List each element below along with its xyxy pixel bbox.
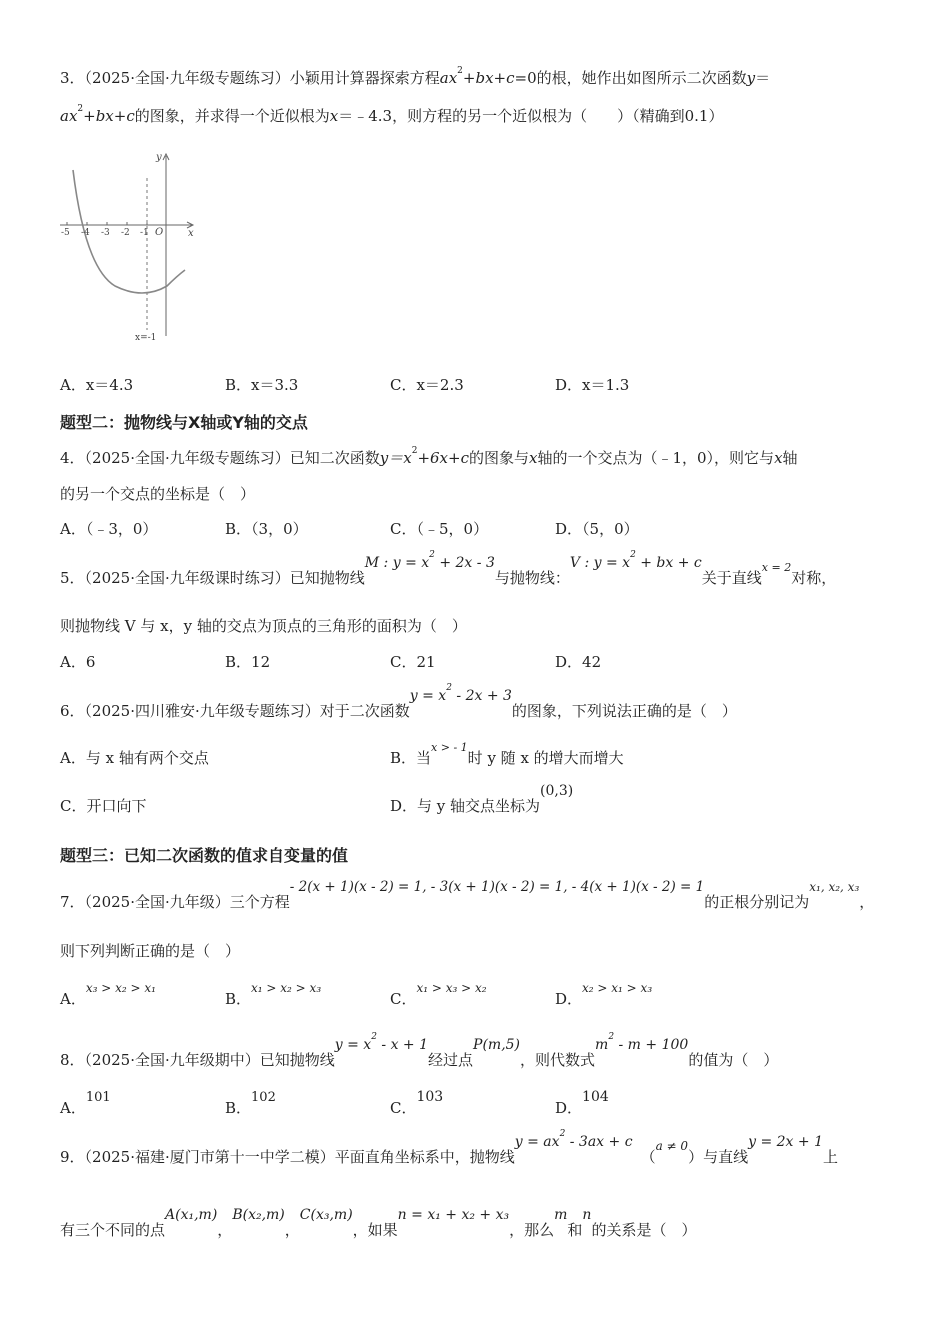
graph-origin-label: O [155,227,164,238]
tick-label: -5 [61,228,70,238]
q4-option-d[interactable]: D．（5，0） [555,520,639,538]
q5-option-c[interactable]: C．21 [390,653,436,671]
q7-option-b[interactable]: B．$^{x_1 > x_2 > x_3}$ [225,981,322,1008]
q6-option-b[interactable]: B．当$^{x > - 1}$时 y 随 x 的增大而增大 [390,741,624,767]
q9-parabola: $y = ax^2 - 3ax + c$ [514,1129,633,1150]
q8-parabola: $y = x^2 - x + 1$ [334,1032,429,1053]
q4-line2: 的另一个交点的坐标是（ ） [60,485,256,503]
q5-line2: 则抛物线 V 与 x，y 轴的交点为顶点的三角形的面积为（ ） [60,617,467,635]
q7-equations: - 2(x + 1)(x - 2) = 1, - 3(x + 1)(x - 2) = 1, - 4(x + 1)(x - 2) = 1 [289,879,705,895]
q5-line1: 5．（2025·全国·九年级课时练习）已知抛物线M : $y = x^2 + 2x - 3$与抛物线：V : $y = x^2$ + bx + c关于直线$^{x = 2}$对称， [60,550,837,587]
q5-option-a[interactable]: A．6 [60,653,96,671]
tick-label: -4 [81,228,90,238]
q5-option-b[interactable]: B．12 [225,653,271,671]
tick-label: -1 [140,228,149,238]
tick-label: -3 [101,228,110,238]
q3-option-a[interactable]: A．x＝4.3 [60,376,134,394]
q8-option-b[interactable]: B．102 [225,1090,276,1117]
q8-line1: 8．（2025·全国·九年级期中）已知抛物线$y = x^2 - x + 1$经过点P(m,5)，则代数式$m^2 - m + 100$的值为（ ） [60,1032,779,1069]
graph-y-label: y [156,152,162,163]
q7-line2: 则下列判断正确的是（ ） [60,942,241,960]
q4-option-c[interactable]: C．（﹣5，0） [390,520,489,538]
q5-parabola-v: V : $y = x^2$ + bx + c [569,550,702,571]
q6-option-a[interactable]: A．与 x 轴有两个交点 [60,749,209,767]
q7-option-c[interactable]: C．$^{x_1 > x_3 > x_2}$ [390,981,487,1008]
q9-line2: 有三个不同的点A(x₁,m)，B(x₂,m)，C(x₃,m)，如果n = x₁ + x₂ + x₃，那么m和n的关系是（ ） [60,1207,697,1239]
q4-option-b[interactable]: B．（3，0） [225,520,308,538]
q7-option-d[interactable]: D．$^{x_2 > x_1 > x_3}$ [555,981,653,1008]
q3-line1: 3．（2025·全国·九年级专题练习）小颖用计算器探索方程$ax^2+bx+c=0$的根，她作出如图所示二次函数y＝ [60,66,771,87]
q8-option-c[interactable]: C．103 [390,1089,444,1117]
q6-option-c[interactable]: C．开口向下 [60,797,147,815]
q4-option-a[interactable]: A．（﹣3，0） [60,520,158,538]
q3-option-b[interactable]: B．x＝3.3 [225,376,299,394]
q3-option-c[interactable]: C．x＝2.3 [390,376,464,394]
q4-line1: 4．（2025·全国·九年级专题练习）已知二次函数$y=x^2+6x+c$的图象与x轴的一个交点为（﹣1，0），则它与x轴 [60,446,798,467]
q5-option-d[interactable]: D．42 [555,653,602,671]
q7-line1: 7．（2025·全国·九年级）三个方程- 2(x + 1)(x - 2) = 1, - 3(x + 1)(x - 2) = 1, - 4(x + 1)(x - 2) = 1的正根分别记为$^{x_1, x_2, x_3}$， [60,879,875,911]
tick-label: -2 [121,228,130,238]
q6-function: $y = x^2 - 2x + 3$ [409,683,512,704]
q7-option-a[interactable]: A．$^{x_3 > x_2 > x_1}$ [60,981,156,1008]
q6-line1: 6．（2025·四川雅安·九年级专题练习）对于二次函数$y = x^2 - 2x + 3$的图象，下列说法正确的是（ ） [60,683,737,720]
q8-option-a[interactable]: A．101 [60,1090,111,1117]
section-heading-3: 题型三：已知二次函数的值求自变量的值 [60,846,349,865]
axis-line-label: x=-1 [135,333,157,343]
q6-option-d[interactable]: D．与 y 轴交点坐标为(0,3) [390,783,574,815]
q9-line1: 9．（2025·福建·厦门市第十一中学二模）平面直角坐标系中，抛物线$y = ax^2 - 3ax + c(^{a \ne 0})$与直线y = 2x + 1上 [60,1129,838,1166]
q3-parabola-graph [55,148,205,348]
q5-parabola-m: M : $y = x^2 + 2x - 3$ [364,550,495,571]
q8-option-d[interactable]: D．104 [555,1089,609,1117]
graph-x-label: x [188,228,194,239]
q3-option-d[interactable]: D．x＝1.3 [555,376,630,394]
section-heading-2: 题型二：抛物线与X轴或Y轴的交点 [60,413,308,432]
q3-line2: $ax^2+bx+c$的图象，并求得一个近似根为x＝﹣4.3，则方程的另一个近似根为（ ）（精确到0.1） [60,104,724,125]
q8-expression: $m^2 - m + 100$ [595,1032,689,1053]
